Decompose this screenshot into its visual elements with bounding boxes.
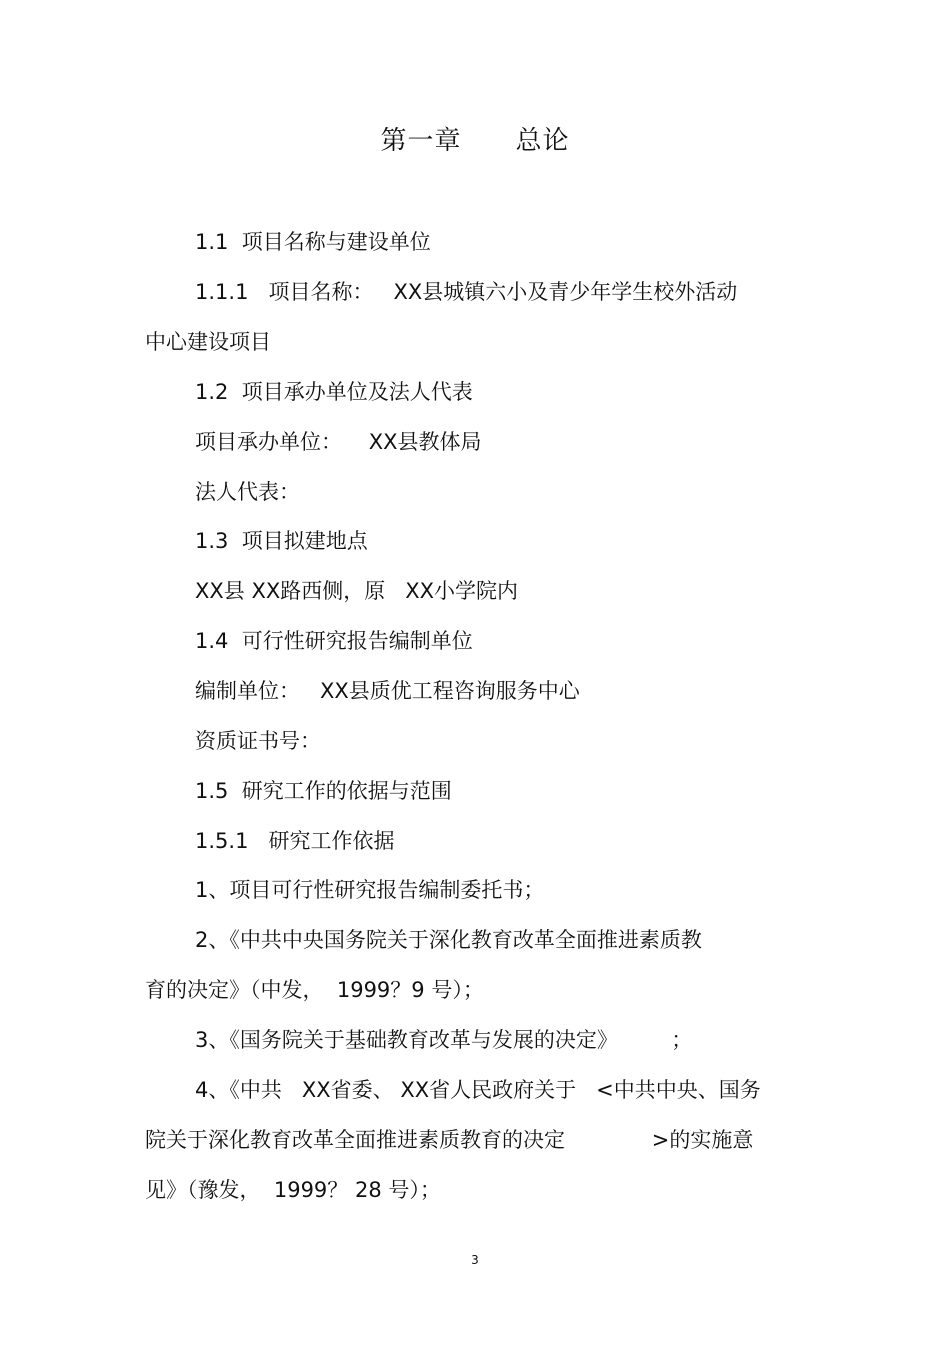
site-location-line: XX县 XX路西侧，原 XX小学院内 — [195, 579, 519, 603]
qualification-cert-line: 资质证书号： — [195, 729, 321, 753]
legal-representative-line: 法人代表： — [195, 480, 300, 504]
basis-item-2-line-2: 育的决定》（中发， 1999？9 号）； — [145, 978, 484, 1002]
section-heading-1-5: 1.5 研究工作的依据与范围 — [195, 779, 452, 803]
basis-item-4-line-2: 院关于深化教育改革全面推进素质教育的决定 >的实施意 — [145, 1128, 754, 1152]
subsection-heading-1-5-1: 1.5.1 研究工作依据 — [195, 829, 395, 853]
page-number: 3 — [471, 1253, 479, 1267]
basis-item-2-line-1: 2、《中共中央国务院关于深化教育改革全面推进素质教 — [195, 928, 702, 952]
basis-item-4-line-3: 见》（豫发， 1999？ 28 号）； — [145, 1178, 441, 1202]
compiling-unit-line: 编制单位： XX县质优工程咨询服务中心 — [195, 679, 580, 703]
section-heading-1-4: 1.4 可行性研究报告编制单位 — [195, 629, 473, 653]
chapter-title: 第一章 总论 — [380, 126, 570, 156]
section-heading-1-1: 1.1 项目名称与建设单位 — [195, 230, 431, 254]
basis-item-3: 3、《国务院关于基础教育改革与发展的决定》 ； — [195, 1028, 693, 1052]
section-heading-1-2: 1.2 项目承办单位及法人代表 — [195, 380, 473, 404]
subsection-1-1-1-line-2: 中心建设项目 — [145, 330, 271, 354]
basis-item-1: 1、项目可行性研究报告编制委托书； — [195, 878, 545, 902]
section-heading-1-3: 1.3 项目拟建地点 — [195, 529, 368, 553]
subsection-1-1-1-line-1: 1.1.1 项目名称： XX县城镇六小及青少年学生校外活动 — [195, 280, 738, 304]
sponsor-unit-line: 项目承办单位： XX县教体局 — [195, 430, 482, 454]
basis-item-4-line-1: 4、《中共 XX省委、 XX省人民政府关于 <中共中央、国务 — [195, 1078, 761, 1102]
